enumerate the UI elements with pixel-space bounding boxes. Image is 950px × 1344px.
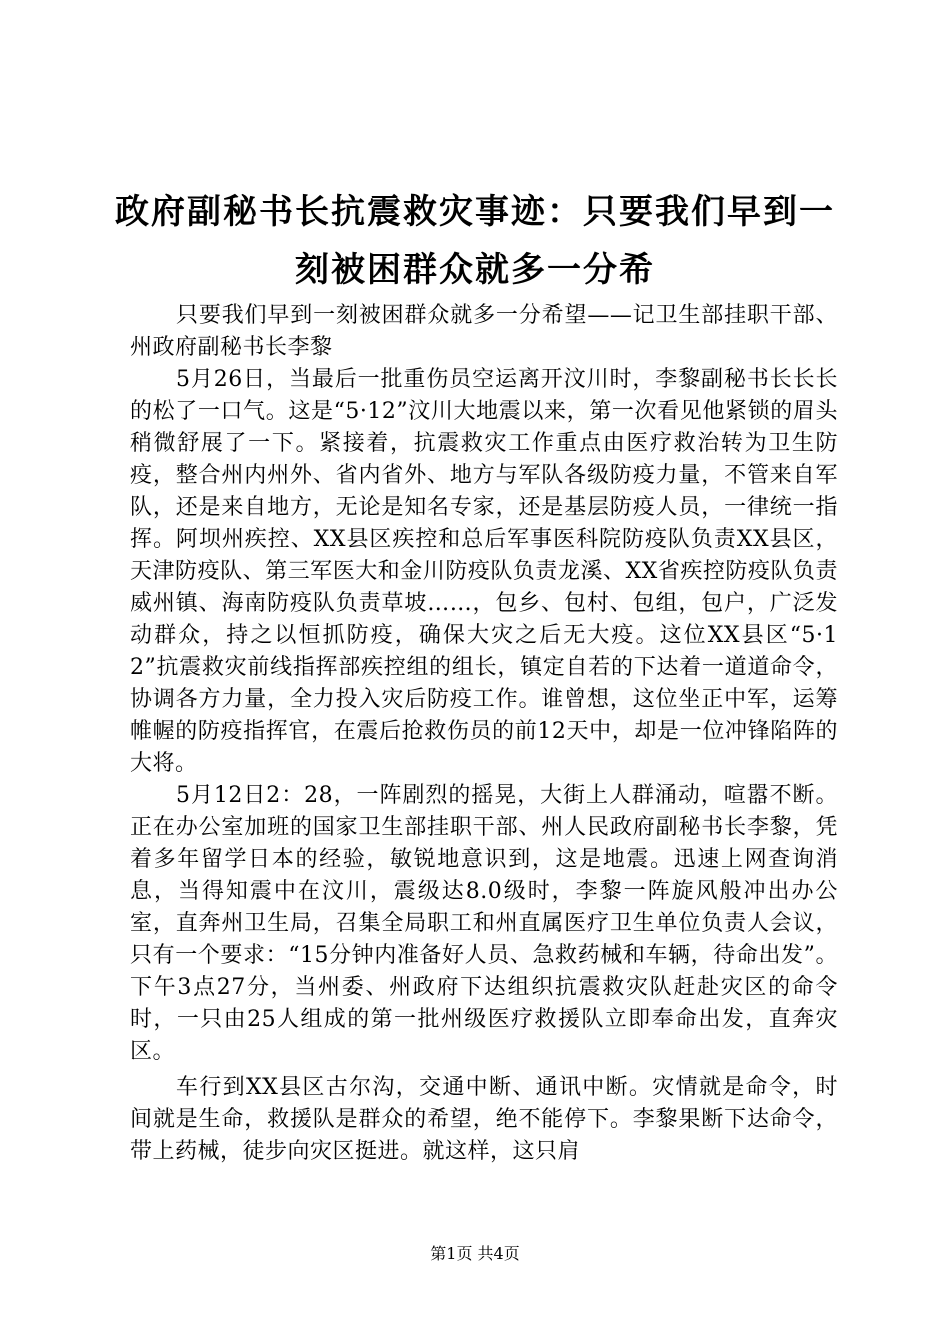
document-title	[110, 183, 840, 299]
paragraph: 5月26日，当最后一批重伤员空运离开汶川时，李黎副秘书长长长的松了一口气。这是“5·12”汶川大地震以来，第一次看见他紧锁的眉头稍微舒展了一下。紧接着，抗震救灾工作重点由医疗救治转为卫生防疫，整合州内州外、省内省外、地方与军队各级防疫力量，不管来自军队，还是来自地方，无论是知名专家，还是基层防疫人员，一律统一指挥。阿坝州疾控、XX县区疾控和总后军事医科院防疫队负责XX县区，天津防疫队、第三军医大和金川防疫队负责龙溪、XX省疾控防疫队负责威州镇、海南防疫队负责草坡……，包乡、包村、包组，包户，广泛发动群众，持之以恒抓防疫，确保大灾之后无大疫。这位XX县区“5·12”抗震救灾前线指挥部疾控组的组长，镇定自若的下达着一道道命令，协调各方力量，全力投入灾后防疫工作。谁曾想，这位坐正中军，运筹帷幄的防疫指挥官，在震后抢救伤员的前12天中，却是一位冲锋陷阵的大将。	[130, 367, 838, 776]
title-line-2: 刻被困群众就多一分希	[295, 250, 655, 290]
page-footer: 第1页 共4页	[430, 1244, 520, 1263]
paragraph-subtitle: 只要我们早到一刻被困群众就多一分希望——记卫生部挂职干部、州政府副秘书长李黎	[130, 303, 838, 360]
paragraph: 车行到XX县区古尔沟，交通中断、通讯中断。灾情就是命令，时间就是生命，救援队是群众的希望，绝不能停下。李黎果断下达命令，带上药械，徒步向灾区挺进。就这样，这只肩	[130, 1075, 838, 1164]
document-body	[130, 300, 838, 1168]
paragraph: 5月12日2：28，一阵剧烈的摇晃，大街上人群涌动，喧嚣不断。正在办公室加班的国家卫生部挂职干部、州人民政府副秘书长李黎，凭着多年留学日本的经验，敏锐地意识到，这是地震。迅速上网查询消息，当得知震中在汶川，震级达8.0级时，李黎一阵旋风般冲出办公室，直奔州卫生局，召集全局职工和州直属医疗卫生单位负责人会议，只有一个要求：“15分钟内准备好人员、急救药械和车辆，待命出发”。下午3点27分，当州委、州政府下达组织抗震救灾队赶赴灾区的命令时，一只由25人组成的第一批州级医疗救援队立即奉命出发，直奔灾区。	[130, 783, 838, 1064]
title-line-1: 政府副秘书长抗震救灾事迹：只要我们早到一	[115, 192, 835, 232]
